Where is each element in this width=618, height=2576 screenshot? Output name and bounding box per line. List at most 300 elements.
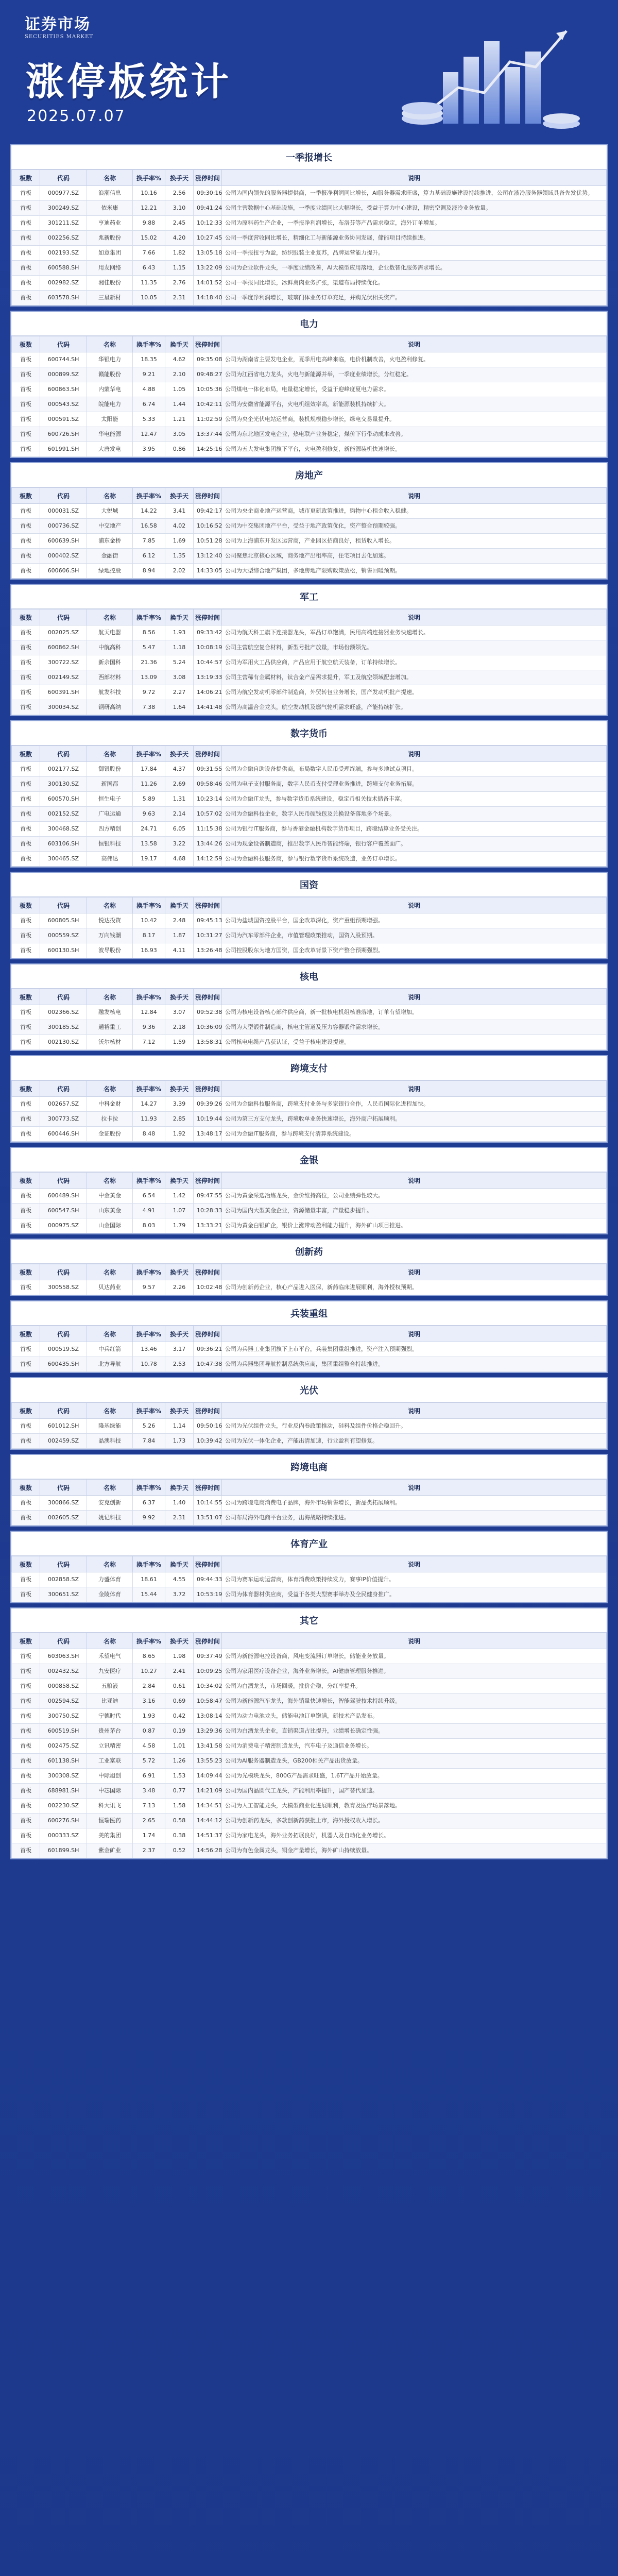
- reason-cell: 公司为赛车运动运营商，体育消费政策持续发力，赛事IP价值提升。: [222, 1572, 607, 1587]
- turnover-rate-cell: 9.63: [133, 807, 165, 822]
- reason-cell: 公司为安徽省能源平台，火电机组效率高，新能源装机持续扩大。: [222, 397, 607, 412]
- table-row: [12, 1784, 607, 1799]
- column-header: 说明: [222, 336, 607, 352]
- column-header: 名称: [87, 336, 133, 352]
- turnover-days-cell: 1.21: [165, 412, 194, 427]
- stock-name-cell: 中科金财: [87, 1097, 133, 1112]
- board-count-cell: 首板: [12, 1127, 40, 1142]
- table-row: [12, 1357, 607, 1372]
- turnover-days-cell: 3.07: [165, 1005, 194, 1020]
- turnover-rate-cell: 4.88: [133, 382, 165, 397]
- table-row: [12, 442, 607, 457]
- reason-cell: 公司为光伏一体化企业，产能出清加速，行业盈利有望修复。: [222, 1434, 607, 1449]
- header: [0, 0, 618, 144]
- table-row: [12, 1572, 607, 1587]
- column-header: 名称: [87, 1480, 133, 1496]
- stock-name-cell: 航天电器: [87, 625, 133, 640]
- turnover-rate-cell: 8.56: [133, 625, 165, 640]
- reason-cell: 公司主营数据中心基础设施，一季度业绩同比大幅增长，受益于算力中心建设，精密空调及液冷业务放量。: [222, 201, 607, 216]
- stock-name-cell: 钢研高纳: [87, 700, 133, 715]
- board-count-cell: 首板: [12, 1112, 40, 1127]
- stock-name-cell: 通裕重工: [87, 1020, 133, 1035]
- stock-code-cell: 300249.SZ: [40, 201, 87, 216]
- stock-name-cell: 大唐发电: [87, 442, 133, 457]
- reason-cell: 公司一季度营收同比增长，精细化工与新能源业务协同发展，储能项目持续推进。: [222, 231, 607, 246]
- limit-up-time-cell: 14:01:52: [194, 276, 222, 291]
- stock-code-cell: 000977.SZ: [40, 186, 87, 201]
- column-header: 换手天: [165, 1480, 194, 1496]
- section: [10, 1454, 608, 1527]
- section: [10, 1239, 608, 1296]
- table-row: [12, 1112, 607, 1127]
- column-header: 名称: [87, 488, 133, 504]
- board-count-cell: 首板: [12, 1784, 40, 1799]
- limit-up-time-cell: 14:09:44: [194, 1769, 222, 1784]
- stock-name-cell: 御银股份: [87, 762, 133, 777]
- section: [10, 720, 608, 868]
- table-row: [12, 1511, 607, 1526]
- turnover-days-cell: 1.14: [165, 1419, 194, 1434]
- limit-up-time-cell: 09:41:24: [194, 201, 222, 216]
- column-header: 换手天: [165, 989, 194, 1005]
- turnover-rate-cell: 1.93: [133, 1709, 165, 1724]
- section: [10, 1377, 608, 1450]
- column-header: 说明: [222, 1264, 607, 1280]
- reason-cell: 公司为体育器材供应商，受益于各类大型赛事举办及全民健身推广。: [222, 1587, 607, 1602]
- turnover-days-cell: 4.68: [165, 852, 194, 867]
- column-header: 说明: [222, 1326, 607, 1342]
- reason-cell: 公司为动力电池龙头，储能电池订单饱满，新技术产品发布。: [222, 1709, 607, 1724]
- turnover-rate-cell: 9.57: [133, 1280, 165, 1295]
- reason-cell: 公司为现金设备制造商，推出数字人民币智能终端，银行客户覆盖面广。: [222, 837, 607, 852]
- turnover-days-cell: 4.37: [165, 762, 194, 777]
- stock-code-cell: 002657.SZ: [40, 1097, 87, 1112]
- turnover-rate-cell: 5.33: [133, 412, 165, 427]
- turnover-rate-cell: 8.48: [133, 1127, 165, 1142]
- reason-cell: 公司为盐城国资控股平台，国企改革深化，资产重组预期增强。: [222, 913, 607, 928]
- column-header: 板数: [12, 1480, 40, 1496]
- board-count-cell: 首板: [12, 1357, 40, 1372]
- limit-up-time-cell: 10:09:25: [194, 1664, 222, 1679]
- column-header: 换手天: [165, 1081, 194, 1097]
- board-count-cell: 首板: [12, 1189, 40, 1204]
- turnover-days-cell: 3.05: [165, 427, 194, 442]
- stock-name-cell: 皖能电力: [87, 397, 133, 412]
- board-count-cell: 首板: [12, 291, 40, 306]
- table-header-row: [12, 897, 607, 913]
- table-row: [12, 852, 607, 867]
- turnover-rate-cell: 16.58: [133, 519, 165, 534]
- stock-code-cell: 600805.SH: [40, 913, 87, 928]
- turnover-days-cell: 2.31: [165, 291, 194, 306]
- column-header: 板数: [12, 1264, 40, 1280]
- stock-code-cell: 603106.SH: [40, 837, 87, 852]
- stock-code-cell: 600606.SH: [40, 564, 87, 579]
- stock-name-cell: 恒瑞医药: [87, 1814, 133, 1828]
- turnover-days-cell: 1.69: [165, 534, 194, 549]
- stock-table: [11, 487, 607, 579]
- limit-up-time-cell: 13:37:44: [194, 427, 222, 442]
- reason-cell: 公司为国内大型黄金企业，资源储量丰富，产量稳步提升。: [222, 1204, 607, 1218]
- column-header: 板数: [12, 897, 40, 913]
- table-header-row: [12, 336, 607, 352]
- column-header: 板数: [12, 989, 40, 1005]
- turnover-rate-cell: 6.91: [133, 1769, 165, 1784]
- stock-code-cell: 600744.SH: [40, 352, 87, 367]
- turnover-rate-cell: 8.94: [133, 564, 165, 579]
- table-row: [12, 519, 607, 534]
- turnover-days-cell: 2.41: [165, 1664, 194, 1679]
- turnover-rate-cell: 3.95: [133, 442, 165, 457]
- board-count-cell: 首板: [12, 777, 40, 792]
- reason-cell: 公司为汽车零部件企业，市值管理政策推动，国资入股预期。: [222, 928, 607, 943]
- turnover-days-cell: 1.82: [165, 246, 194, 261]
- table-row: [12, 397, 607, 412]
- stock-table: [11, 609, 607, 715]
- limit-up-time-cell: 11:02:59: [194, 412, 222, 427]
- board-count-cell: 首板: [12, 1649, 40, 1664]
- table-row: [12, 1419, 607, 1434]
- stock-code-cell: 600130.SH: [40, 943, 87, 958]
- turnover-days-cell: 2.56: [165, 186, 194, 201]
- board-count-cell: 首板: [12, 1739, 40, 1754]
- table-row: [12, 640, 607, 655]
- turnover-days-cell: 1.26: [165, 1754, 194, 1769]
- limit-up-time-cell: 10:05:36: [194, 382, 222, 397]
- reason-cell: 公司为电子支付服务商，数字人民币支付受理业务推进，跨境支付业务拓展。: [222, 777, 607, 792]
- section: [10, 1300, 608, 1373]
- table-row: [12, 1189, 607, 1204]
- table-row: [12, 427, 607, 442]
- board-count-cell: 首板: [12, 412, 40, 427]
- reason-cell: 公司为央企光伏电站运营商，装机规模稳步增长，绿电交易量提升。: [222, 412, 607, 427]
- section-title: 国资: [11, 873, 607, 897]
- reason-cell: 公司为国内领先的服务器提供商，一季报净利润同比增长，AI服务器需求旺盛，算力基础设施建设持续推进，公司在液冷服务器领域具备先发优势。: [222, 186, 607, 201]
- stock-code-cell: 688981.SH: [40, 1784, 87, 1799]
- column-header: 代码: [40, 1403, 87, 1419]
- turnover-days-cell: 0.77: [165, 1784, 194, 1799]
- table-row: [12, 792, 607, 807]
- reason-cell: 公司为家用医疗设备企业，海外业务增长，AI健康管理服务推进。: [222, 1664, 607, 1679]
- stock-name-cell: 赣能股份: [87, 367, 133, 382]
- stock-name-cell: 中兵红箭: [87, 1342, 133, 1357]
- section: [10, 462, 608, 580]
- turnover-rate-cell: 19.17: [133, 852, 165, 867]
- limit-up-time-cell: 10:44:57: [194, 655, 222, 670]
- stock-code-cell: 600570.SH: [40, 792, 87, 807]
- section-title: 跨境电商: [11, 1455, 607, 1479]
- limit-up-time-cell: 14:25:16: [194, 442, 222, 457]
- reason-cell: 公司为金融科技服务商，参与银行数字货币系统改造，业务订单增长。: [222, 852, 607, 867]
- table-header-row: [12, 1403, 607, 1419]
- reason-cell: 公司为高温合金龙头，航空发动机及燃气轮机需求旺盛，产能持续扩张。: [222, 700, 607, 715]
- section: [10, 311, 608, 458]
- column-header: 名称: [87, 609, 133, 625]
- turnover-days-cell: 1.92: [165, 1127, 194, 1142]
- board-count-cell: 首板: [12, 1694, 40, 1709]
- table-row: [12, 1664, 607, 1679]
- board-count-cell: 首板: [12, 1218, 40, 1233]
- stock-name-cell: 航发科技: [87, 685, 133, 700]
- limit-up-time-cell: 10:19:44: [194, 1112, 222, 1127]
- table-row: [12, 1434, 607, 1449]
- column-header: 说明: [222, 1081, 607, 1097]
- turnover-days-cell: 2.18: [165, 1020, 194, 1035]
- table-row: [12, 807, 607, 822]
- limit-up-time-cell: 10:23:14: [194, 792, 222, 807]
- board-count-cell: 首板: [12, 625, 40, 640]
- limit-up-time-cell: 13:26:48: [194, 943, 222, 958]
- column-header: 说明: [222, 488, 607, 504]
- limit-up-time-cell: 14:06:21: [194, 685, 222, 700]
- stock-name-cell: 融发核电: [87, 1005, 133, 1020]
- reason-cell: 公司为黄金采选冶炼龙头，金价维持高位，公司业绩弹性较大。: [222, 1189, 607, 1204]
- turnover-days-cell: 2.31: [165, 1511, 194, 1526]
- limit-up-time-cell: 10:31:27: [194, 928, 222, 943]
- stock-name-cell: 浦东金桥: [87, 534, 133, 549]
- table-header-row: [12, 1326, 607, 1342]
- column-header: 说明: [222, 1633, 607, 1649]
- stock-code-cell: 002130.SZ: [40, 1035, 87, 1050]
- reason-cell: 公司煤电一体化布局，电量稳定增长，受益于迎峰度夏电力需求。: [222, 382, 607, 397]
- limit-up-time-cell: 13:05:18: [194, 246, 222, 261]
- table-row: [12, 186, 607, 201]
- stock-name-cell: 中际旭创: [87, 1769, 133, 1784]
- column-header: 换手率%: [133, 609, 165, 625]
- limit-up-time-cell: 10:16:52: [194, 519, 222, 534]
- limit-up-time-cell: 09:37:49: [194, 1649, 222, 1664]
- column-header: 名称: [87, 1264, 133, 1280]
- stock-code-cell: 002366.SZ: [40, 1005, 87, 1020]
- board-count-cell: 首板: [12, 504, 40, 519]
- table-row: [12, 1814, 607, 1828]
- stock-name-cell: 金融街: [87, 549, 133, 564]
- column-header: 换手天: [165, 1633, 194, 1649]
- column-header: 换手天: [165, 488, 194, 504]
- limit-up-time-cell: 14:33:05: [194, 564, 222, 579]
- limit-up-time-cell: 10:27:45: [194, 231, 222, 246]
- turnover-days-cell: 1.44: [165, 397, 194, 412]
- section-title: 金银: [11, 1148, 607, 1172]
- column-header: 板数: [12, 1403, 40, 1419]
- board-count-cell: 首板: [12, 1005, 40, 1020]
- reason-cell: 公司为央企商业地产运营商，城市更新政策推进，购物中心租金收入稳健。: [222, 504, 607, 519]
- turnover-rate-cell: 10.05: [133, 291, 165, 306]
- reason-cell: 公司为金融科技企业，数字人民币硬钱包及兑换设备落地多个场景。: [222, 807, 607, 822]
- stock-code-cell: 300558.SZ: [40, 1280, 87, 1295]
- board-count-cell: 首板: [12, 201, 40, 216]
- stock-code-cell: 300130.SZ: [40, 777, 87, 792]
- turnover-days-cell: 1.07: [165, 1204, 194, 1218]
- reason-cell: 公司为AI服务器制造龙头，GB200相关产品出货放量。: [222, 1754, 607, 1769]
- stock-code-cell: 300465.SZ: [40, 852, 87, 867]
- column-header: 换手率%: [133, 746, 165, 762]
- stock-name-cell: 如意集团: [87, 246, 133, 261]
- turnover-rate-cell: 12.47: [133, 427, 165, 442]
- column-header: 涨停时间: [194, 1480, 222, 1496]
- limit-up-time-cell: 09:36:21: [194, 1342, 222, 1357]
- stock-name-cell: 大悦城: [87, 504, 133, 519]
- column-header: 换手率%: [133, 1081, 165, 1097]
- board-count-cell: 首板: [12, 670, 40, 685]
- turnover-rate-cell: 15.02: [133, 231, 165, 246]
- section: [10, 584, 608, 716]
- column-header: 板数: [12, 488, 40, 504]
- limit-up-time-cell: 14:41:48: [194, 700, 222, 715]
- stock-name-cell: 绿地控股: [87, 564, 133, 579]
- stock-name-cell: 九安医疗: [87, 1664, 133, 1679]
- table-row: [12, 1754, 607, 1769]
- section-title: 核电: [11, 964, 607, 989]
- limit-up-time-cell: 09:31:55: [194, 762, 222, 777]
- turnover-days-cell: 0.52: [165, 1843, 194, 1858]
- column-header: 换手天: [165, 746, 194, 762]
- section-title: 电力: [11, 312, 607, 336]
- turnover-rate-cell: 11.26: [133, 777, 165, 792]
- stock-name-cell: 姚记科技: [87, 1511, 133, 1526]
- column-header: 换手率%: [133, 1326, 165, 1342]
- stock-code-cell: 002475.SZ: [40, 1739, 87, 1754]
- column-header: 说明: [222, 609, 607, 625]
- turnover-days-cell: 0.42: [165, 1709, 194, 1724]
- turnover-days-cell: 4.20: [165, 231, 194, 246]
- table-row: [12, 534, 607, 549]
- table-header-row: [12, 989, 607, 1005]
- limit-up-time-cell: 13:51:07: [194, 1511, 222, 1526]
- column-header: 板数: [12, 609, 40, 625]
- limit-up-time-cell: 10:53:19: [194, 1587, 222, 1602]
- stock-code-cell: 300750.SZ: [40, 1709, 87, 1724]
- stock-code-cell: 002605.SZ: [40, 1511, 87, 1526]
- table-row: [12, 1035, 607, 1050]
- board-count-cell: 首板: [12, 1828, 40, 1843]
- column-header: 换手率%: [133, 1633, 165, 1649]
- column-header: 涨停时间: [194, 1081, 222, 1097]
- stock-code-cell: 600489.SH: [40, 1189, 87, 1204]
- table-row: [12, 1587, 607, 1602]
- column-header: 代码: [40, 746, 87, 762]
- stock-table: [11, 1556, 607, 1602]
- section-title: 光伏: [11, 1378, 607, 1402]
- section: [10, 963, 608, 1051]
- table-header-row: [12, 1480, 607, 1496]
- limit-up-time-cell: 09:44:33: [194, 1572, 222, 1587]
- stock-name-cell: 新国都: [87, 777, 133, 792]
- limit-up-time-cell: 09:33:42: [194, 625, 222, 640]
- turnover-rate-cell: 3.48: [133, 1784, 165, 1799]
- stock-code-cell: 000975.SZ: [40, 1218, 87, 1233]
- column-header: 名称: [87, 897, 133, 913]
- board-count-cell: 首板: [12, 807, 40, 822]
- column-header: 涨停时间: [194, 1556, 222, 1572]
- column-header: 代码: [40, 989, 87, 1005]
- stock-code-cell: 000031.SZ: [40, 504, 87, 519]
- turnover-rate-cell: 24.71: [133, 822, 165, 837]
- turnover-rate-cell: 6.54: [133, 1189, 165, 1204]
- column-header: 涨停时间: [194, 1173, 222, 1189]
- turnover-rate-cell: 9.72: [133, 685, 165, 700]
- board-count-cell: 首板: [12, 1342, 40, 1357]
- turnover-days-cell: 2.14: [165, 807, 194, 822]
- column-header: 涨停时间: [194, 989, 222, 1005]
- stock-code-cell: 002432.SZ: [40, 1664, 87, 1679]
- limit-up-time-cell: 13:08:14: [194, 1709, 222, 1724]
- column-header: 换手率%: [133, 488, 165, 504]
- board-count-cell: 首板: [12, 1709, 40, 1724]
- limit-up-time-cell: 10:02:48: [194, 1280, 222, 1295]
- turnover-days-cell: 2.27: [165, 685, 194, 700]
- column-header: 板数: [12, 1173, 40, 1189]
- stock-name-cell: 中航高科: [87, 640, 133, 655]
- turnover-rate-cell: 0.87: [133, 1724, 165, 1739]
- turnover-days-cell: 1.98: [165, 1649, 194, 1664]
- turnover-days-cell: 1.93: [165, 625, 194, 640]
- board-count-cell: 首板: [12, 822, 40, 837]
- board-count-cell: 首板: [12, 852, 40, 867]
- column-header: 名称: [87, 1081, 133, 1097]
- limit-up-time-cell: 09:30:16: [194, 186, 222, 201]
- limit-up-time-cell: 10:28:33: [194, 1204, 222, 1218]
- column-header: 换手天: [165, 170, 194, 186]
- stock-code-cell: 600547.SH: [40, 1204, 87, 1218]
- turnover-rate-cell: 9.36: [133, 1020, 165, 1035]
- reason-cell: 公司为军用火工品供应商，产品应用于航空航天装备，订单持续增长。: [222, 655, 607, 670]
- turnover-rate-cell: 12.21: [133, 201, 165, 216]
- reason-cell: 公司为人工智能龙头，大模型商业化进展顺利，教育及医疗场景落地。: [222, 1799, 607, 1814]
- board-count-cell: 首板: [12, 231, 40, 246]
- table-header-row: [12, 1556, 607, 1572]
- table-row: [12, 655, 607, 670]
- turnover-days-cell: 2.45: [165, 216, 194, 231]
- board-count-cell: 首板: [12, 246, 40, 261]
- reason-cell: 公司为大型综合地产集团，多地房地产限购政策放松，销售回暖预期。: [222, 564, 607, 579]
- stock-name-cell: 宁德时代: [87, 1709, 133, 1724]
- column-header: 代码: [40, 488, 87, 504]
- reason-cell: 公司主营稀有金属材料，钛合金产品需求提升，军工及航空领域配套增加。: [222, 670, 607, 685]
- reason-cell: 公司为金融IT服务商，参与跨境支付清算系统建设。: [222, 1127, 607, 1142]
- board-count-cell: 首板: [12, 1572, 40, 1587]
- column-header: 换手率%: [133, 989, 165, 1005]
- reason-cell: 公司布局海外电商平台业务，出海战略持续推进。: [222, 1511, 607, 1526]
- column-header: 换手天: [165, 1556, 194, 1572]
- reason-cell: 公司为金融科技服务商，跨境支付业务与多家银行合作，人民币国际化进程加快。: [222, 1097, 607, 1112]
- turnover-rate-cell: 17.84: [133, 762, 165, 777]
- column-header: 涨停时间: [194, 609, 222, 625]
- board-count-cell: 首板: [12, 655, 40, 670]
- turnover-rate-cell: 9.21: [133, 367, 165, 382]
- stock-code-cell: 002594.SZ: [40, 1694, 87, 1709]
- stock-name-cell: 北方导航: [87, 1357, 133, 1372]
- limit-up-time-cell: 13:33:21: [194, 1218, 222, 1233]
- section-title: 一季报增长: [11, 145, 607, 170]
- reason-cell: 公司为东北地区发电企业，热电联产业务稳定，煤价下行带动成本改善。: [222, 427, 607, 442]
- column-header: 涨停时间: [194, 488, 222, 504]
- reason-cell: 公司为白酒龙头企业，直销渠道占比提升，业绩增长确定性强。: [222, 1724, 607, 1739]
- column-header: 板数: [12, 1326, 40, 1342]
- board-count-cell: 首板: [12, 261, 40, 276]
- column-header: 涨停时间: [194, 1326, 222, 1342]
- stock-code-cell: 600726.SH: [40, 427, 87, 442]
- turnover-days-cell: 2.85: [165, 1112, 194, 1127]
- stock-name-cell: 科大讯飞: [87, 1799, 133, 1814]
- limit-up-time-cell: 10:39:42: [194, 1434, 222, 1449]
- limit-up-time-cell: 14:34:51: [194, 1799, 222, 1814]
- turnover-rate-cell: 1.74: [133, 1828, 165, 1843]
- limit-up-time-cell: 11:15:38: [194, 822, 222, 837]
- limit-up-time-cell: 10:47:38: [194, 1357, 222, 1372]
- stock-name-cell: 恒银科技: [87, 837, 133, 852]
- stock-code-cell: 601899.SH: [40, 1843, 87, 1858]
